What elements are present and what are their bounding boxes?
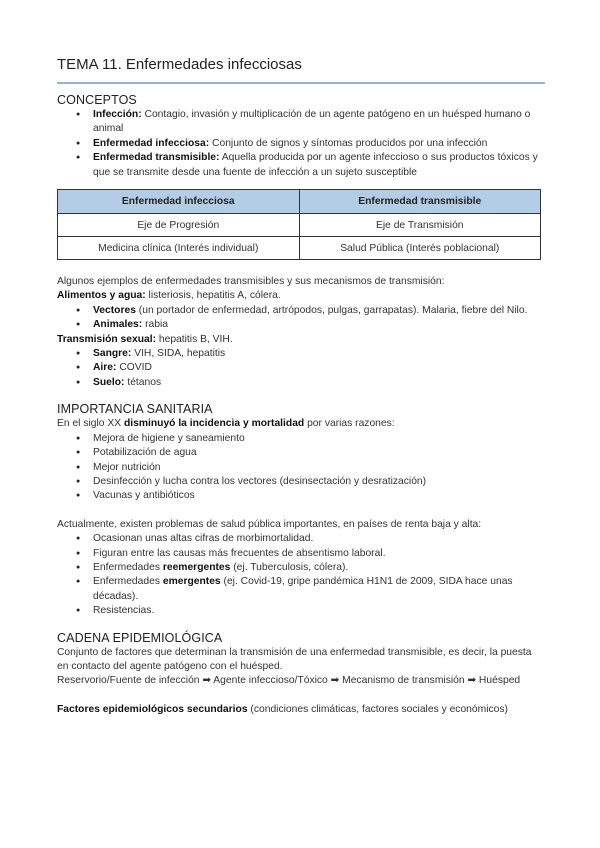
intro-emphasis: disminuyó la incidencia y mortalidad [123,418,305,430]
secondary-factors-term: Factores epidemiológicos secundarios [57,703,248,715]
comparison-table [57,189,541,260]
intro-text: por varias razones: [304,418,395,430]
examples-sexual-text: hepatitis B, VIH. [156,333,233,345]
secondary-factors-line [57,703,543,717]
list-item: ● Desinfección y lucha contra los vectores (desinsectación y desratización) [57,475,543,489]
list-item [57,151,543,180]
table-cell: Salud Pública (Interés poblacional) [299,237,541,260]
table-cell: Medicina clínica (Interés individual) [58,237,300,260]
definition: Contagio, invasión y multiplicación de un agente patógeno en un huésped humano o animal [93,109,531,135]
list-item [57,137,543,151]
examples-list-2 [57,347,543,390]
list-item [57,575,543,604]
definition: Conjunto de signos y síntomas producidos por una infección [209,137,488,149]
definition: COVID [116,362,152,374]
section-heading-cadena: CADENA EPIDEMIOLÓGICA [57,630,223,645]
section-heading-conceptos: CONCEPTOS [57,93,137,107]
item-text: Enfermedades [93,576,163,588]
cadena-chain: Reservorio/Fuente de infección ➡ Agente infeccioso/Tóxico ➡ Mecanismo de transmisión ➡ Huésped [57,675,521,687]
term: Sangre: [93,348,132,360]
list-item [57,108,543,137]
table-header-cell: Enfermedad infecciosa [58,190,300,214]
importancia-intro [57,417,543,431]
list-item [57,376,543,390]
list-item [57,347,543,361]
examples-intro: Algunos ejemplos de enfermedades transmisibles y sus mecanismos de transmisión: [57,276,445,288]
reasons-list [57,432,543,504]
list-item [57,532,543,546]
definition: (un portador de enfermedad, artrópodos, pulgas, garrapatas). Malaria, fiebre del Nilo. [135,304,528,316]
term: Transmisión sexual: [57,333,157,345]
list-item: ● Mejora de higiene y saneamiento [57,432,543,446]
list-item [57,318,543,332]
section-heading-importancia: IMPORTANCIA SANITARIA [57,402,213,417]
term: Enfermedad transmisible: [93,152,220,164]
list-item [57,361,543,375]
term: Infección: [93,109,142,120]
term: Enfermedad infecciosa: [93,137,210,149]
conceptos-list [57,108,543,180]
list-item: ● Vacunas y antibióticos [57,489,543,503]
item-emphasis: reemergentes [162,561,231,573]
title-divider [57,82,545,84]
table-cell: Eje de Progresión [58,214,300,237]
problems-list [57,532,543,618]
list-item [57,547,543,561]
item-text: (ej. Covid-19, gripe pandémica H1N1 de 2009, SIDA hace unas décadas). [93,576,513,602]
examples-list-1 [57,304,543,333]
term: Suelo: [93,376,125,388]
list-item: ● Potabilización de agua [57,446,543,460]
table-row [58,214,541,237]
table-header-row [58,190,541,214]
actual-intro: Actualmente, existen problemas de salud pública importantes, en países de renta baja y alta: [57,518,482,530]
table-cell: Eje de Transmisión [299,214,541,237]
list-item: ● Mejor nutrición [57,461,543,475]
item-text: Resistencias. [93,605,155,617]
list-item [57,304,543,318]
table-header-cell: Enfermedad transmisible [299,190,541,214]
list-item [57,604,543,618]
item-emphasis: emergentes [162,576,221,588]
page-title: TEMA 11. Enfermedades infecciosas [57,56,302,73]
item-text: Ocasionan unas altas cifras de morbimortalidad. [93,533,314,545]
item-text: Enfermedades [93,561,163,573]
cadena-definition: Conjunto de factores que determinan la transmisión de una enfermedad transmisible, es decir, la puesta en contacto del agente patógeno con el huésped. [57,646,532,672]
term: Alimentos y agua: [57,290,146,302]
examples-food-line [57,289,543,303]
term: Aire: [93,362,117,374]
term: Vectores [93,304,136,316]
table-row [58,237,541,260]
definition: rabia [142,319,168,331]
secondary-factors-text: (condiciones climáticas, factores sociales y económicos) [247,703,508,715]
definition: tétanos [124,376,162,388]
intro-text: En el siglo XX [57,418,124,430]
term: Animales: [93,319,143,331]
examples-sexual-line [57,333,543,347]
item-text: (ej. Tuberculosis, cólera). [230,561,349,573]
definition: VIH, SIDA, hepatitis [131,348,226,360]
examples-food-text: listeriosis, hepatitis A, cólera. [145,290,281,302]
definition: Aquella producida por un agente infeccioso o sus productos tóxicos y que se transmite desde una fuente de infección a un sujeto susceptible [93,152,538,178]
document-body [57,92,543,717]
list-item [57,561,543,575]
item-text: Figuran entre las causas más frecuentes de absentismo laboral. [93,547,386,559]
